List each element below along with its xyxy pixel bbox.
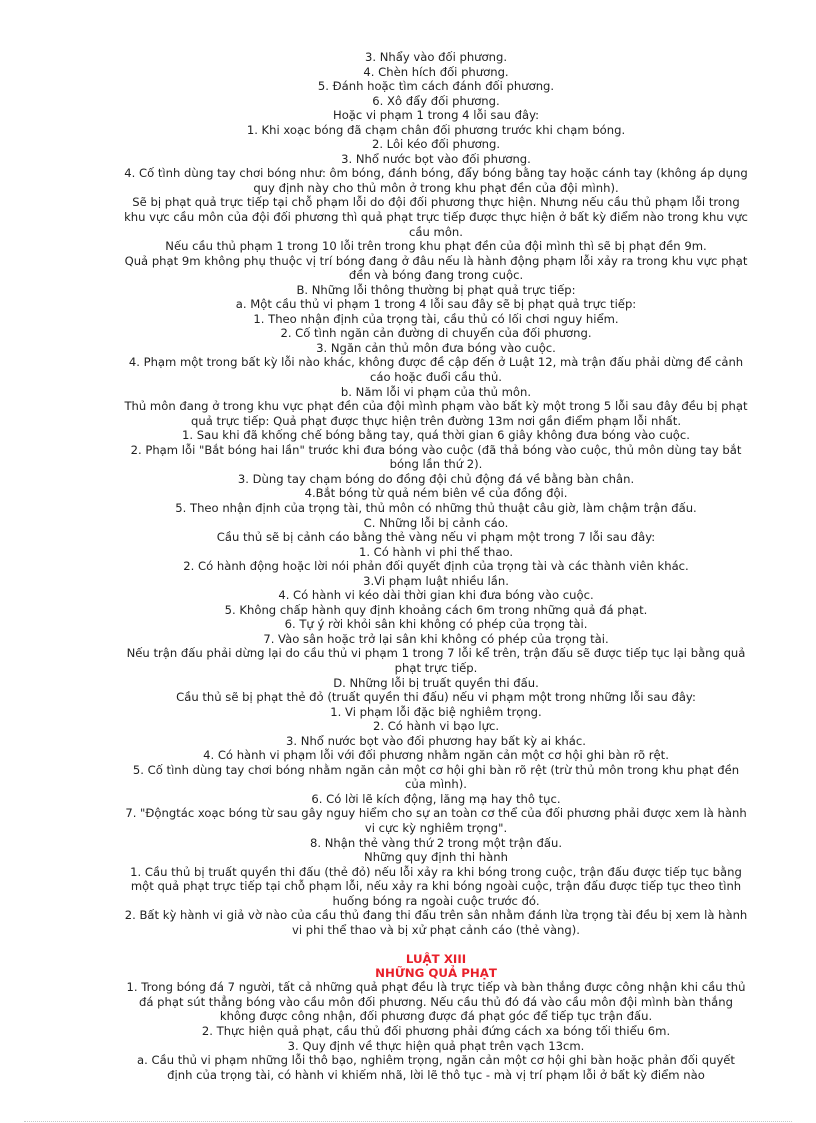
text-line: 2. Có hành vi bạo lực. xyxy=(372,719,500,734)
text-line: Những quy định thi hành xyxy=(364,850,508,865)
text-line: 2. Bất kỳ hành vi giả vờ nào của cầu thủ đang thi đấu trên sân nhằm đánh lừa trọng tài đều bị xem là hành vi phi thể thao và bị xử phạt cảnh cáo (thẻ vàng). xyxy=(124,908,748,937)
text-line: 2. Có hành động hoặc lời nói phản đối quyết định của trọng tài và các thành viên khác. xyxy=(183,559,689,574)
text-line: 6. Xô đẩy đối phương. xyxy=(372,93,500,108)
text-line: Cầu thủ sẽ bị cảnh cáo bằng thẻ vàng nếu vi phạm một trong 7 lỗi sau đây: xyxy=(216,530,656,545)
text-line: Cầu thủ sẽ bị phạt thẻ đỏ (truất quyền thi đấu) nếu vi phạm một trong những lỗi sau đây: xyxy=(176,690,696,705)
text-line: B. Những lỗi thông thường bị phạt quả trực tiếp: xyxy=(296,282,576,297)
law-number: LUẬT XIII xyxy=(405,952,467,967)
text-line: 1. Theo nhận định của trọng tài, cầu thủ có lối chơi nguy hiểm. xyxy=(253,311,619,326)
rules-text xyxy=(124,50,748,937)
text-line: 5. Không chấp hành quy định khoảng cách 6m trong những quả đá phạt. xyxy=(224,602,648,617)
text-line: 7. "Độngtác xoạc bóng từ sau gây nguy hiểm cho sự an toàn cơ thể của đối phương phải được xem là hành vi cực kỳ nghiêm trọng". xyxy=(125,806,747,835)
text-line: 3.Vi phạm luật nhiều lần. xyxy=(363,573,509,588)
text-line: 5. Đánh hoặc tìm cách đánh đối phương. xyxy=(317,79,555,94)
text-line: 2. Cố tình ngăn cản đường di chuyển của đối phương. xyxy=(280,326,592,341)
document-page xyxy=(124,50,748,1082)
text-line: 3. Dùng tay chạm bóng do đồng đội chủ động đá về bằng bàn chân. xyxy=(237,471,635,486)
text-line: 6. Có lời lẽ kích động, lăng mạ hay thô tục. xyxy=(311,791,561,806)
text-line: 4. Cố tình dùng tay chơi bóng như: ôm bóng, đánh bóng, đẩy bóng bằng tay hoặc cánh tay (không áp dụng quy định này cho thủ môn ở trong khu phạt đền của đội mình). xyxy=(124,166,748,195)
text-line: a. Cầu thủ vi phạm những lỗi thô bạo, nghiêm trọng, ngăn cản một cơ hội ghi bàn hoặc phản đối quyết định của trọng tài, có hành vi khiếm nhã, lời lẽ thô tục - mà vị trí phạm lỗi ở bất kỳ điểm nào xyxy=(137,1053,735,1082)
text-line: b. Năm lỗi vi phạm của thủ môn. xyxy=(340,384,532,399)
text-line: Quả phạt 9m không phụ thuộc vị trí bóng đang ở đâu nếu là hành động phạm lỗi xảy ra trong khu vực phạt đền và bóng đang trong cuộc. xyxy=(124,253,748,283)
text-line: 5. Cố tình dùng tay chơi bóng nhằm ngăn cản một cơ hội ghi bàn rõ rệt (trừ thủ môn trong khu phạt đền của mình). xyxy=(132,762,740,792)
text-line: 4.Bắt bóng từ quả ném biên về của đồng đội. xyxy=(304,486,568,501)
text-line: Nếu trận đấu phải dừng lại do cầu thủ vi phạm 1 trong 7 lỗi kể trên, trận đấu sẽ được tiếp tục lại bằng quả phạt trực tiếp. xyxy=(126,646,746,675)
law-title: NHỮNG QUẢ PHẠT xyxy=(375,966,497,981)
text-line: 4. Chèn hích đối phương. xyxy=(363,64,509,79)
text-line: 3. Nhổ nước bọt vào đối phương hay bất kỳ ai khác. xyxy=(286,733,586,748)
text-line: 4. Có hành vi kéo dài thời gian khi đưa bóng vào cuộc. xyxy=(278,588,594,603)
text-line: 4. Phạm một trong bất kỳ lỗi nào khác, không được đề cập đến ở Luật 12, mà trận đấu phải dừng để cảnh cáo hoặc đuổi cầu thủ. xyxy=(128,355,744,385)
text-line: 3. Nhổ nước bọt vào đối phương. xyxy=(341,151,531,166)
text-line: Nếu cầu thủ phạm 1 trong 10 lỗi trên trong khu phạt đền của đội mình thì sẽ bị phạt đền 9m. xyxy=(165,239,707,254)
text-line: C. Những lỗi bị cảnh cáo. xyxy=(363,515,509,530)
text-line: 1. Sau khi đã khống chế bóng bằng tay, quá thời gian 6 giây không đưa bóng vào cuộc. xyxy=(182,428,690,443)
law-text xyxy=(124,980,748,1082)
text-line: 7. Vào sân hoặc trở lại sân khi không có phép của trọng tài. xyxy=(263,631,609,646)
text-line: 1. Cầu thủ bị truất quyền thi đấu (thẻ đỏ) nếu lỗi xảy ra khi bóng trong cuộc, trận đấu được tiếp tục bằng một quả phạt trực tiếp tại chỗ phạm lỗi, nếu xảy ra khi bóng ngoài cuộc, trận đấu được tiếp tục theo tình huống bóng ra ngoài cuộc trước đó. xyxy=(130,864,742,908)
text-line: 5. Theo nhận định của trọng tài, thủ môn có những thủ thuật câu giờ, làm chậm trận đấu. xyxy=(175,500,697,515)
text-line: Sẽ bị phạt quả trực tiếp tại chỗ phạm lỗi do đội đối phương thực hiện. Nhưng nếu cầu thủ phạm lỗi trong khu vực cầu môn của đội đối phương thì quả phạt trực tiếp được thực hiện ở bất kỳ điểm nào trong khu vực cầu môn. xyxy=(124,195,748,239)
text-line: 2. Phạm lỗi "Bắt bóng hai lần" trước khi đưa bóng vào cuộc (đã thả bóng vào cuộc, thủ môn dùng tay bắt bóng lần thứ 2). xyxy=(130,442,742,472)
text-line: 3. Ngăn cản thủ môn đưa bóng vào cuộc. xyxy=(316,340,556,355)
text-line: D. Những lỗi bị truất quyền thi đấu. xyxy=(333,675,539,690)
text-line: 2. Thực hiện quả phạt, cầu thủ đối phương phải đứng cách xa bóng tối thiểu 6m. xyxy=(201,1024,671,1038)
text-line: 1. Trong bóng đá 7 người, tất cả những quả phạt đều là trực tiếp và bàn thắng được công nhận khi cầu thủ đá phạt sút thẳng bóng vào cầu môn đối phương. Nếu cầu thủ đó đá vào cầu môn đội mình bàn thắng không được công nhận, đối phương được đá phạt góc để tiếp tục trận đấu. xyxy=(126,980,746,1024)
page-bottom-divider xyxy=(24,1121,792,1122)
text-line: 6. Tự ý rời khỏi sân khi không có phép của trọng tài. xyxy=(284,617,588,632)
text-line: Hoặc vi phạm 1 trong 4 lỗi sau đây: xyxy=(333,108,539,123)
text-line: 1. Vi phạm lỗi đặc biệ nghiêm trọng. xyxy=(330,704,542,719)
text-line: 3. Quy định về thực hiện quả phạt trên vạch 13cm. xyxy=(287,1038,585,1053)
text-line: 3. Nhẩy vào đối phương. xyxy=(364,50,508,64)
text-line: 8. Nhận thẻ vàng thứ 2 trong một trận đấu. xyxy=(309,835,563,850)
text-line: 2. Lôi kéo đối phương. xyxy=(371,137,501,152)
law-section xyxy=(124,952,748,1082)
text-line: a. Một cầu thủ vi phạm 1 trong 4 lỗi sau đây sẽ bị phạt quả trực tiếp: xyxy=(235,297,637,312)
text-line: Thủ môn đang ở trong khu vực phạt đền của đội mình phạm vào bất kỳ một trong 5 lỗi sau đây đều bị phạt quả trực tiếp: Quả phạt được thực hiện trên đường 13m nơi gần điểm phạm lỗi nhất. xyxy=(124,399,748,428)
text-line: 4. Có hành vi phạm lỗi với đối phương nhằm ngăn cản một cơ hội ghi bàn rõ rệt. xyxy=(203,748,669,763)
text-line: 1. Khi xoạc bóng đã chạm chân đối phương trước khi chạm bóng. xyxy=(246,122,626,137)
text-line: 1. Có hành vi phi thể thao. xyxy=(358,544,514,559)
